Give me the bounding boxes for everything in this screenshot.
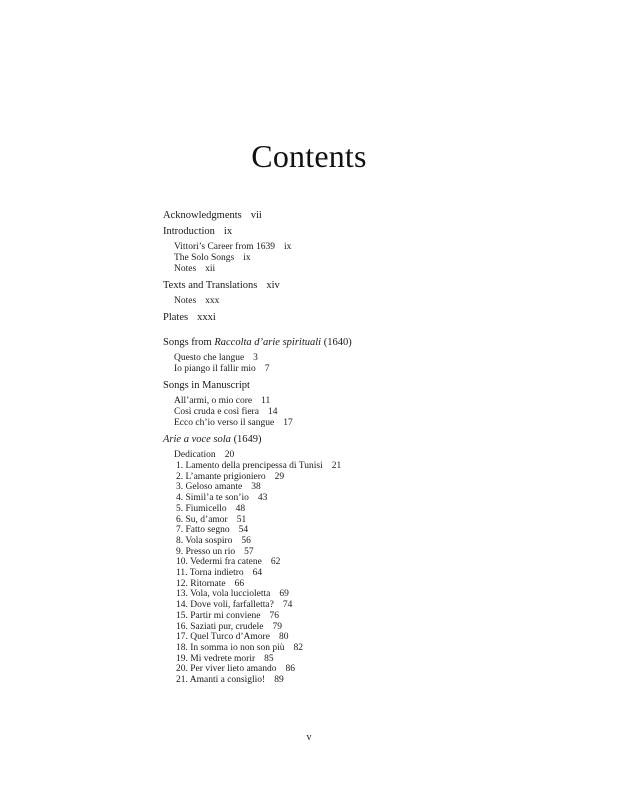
toc-entry-page: 64: [252, 568, 263, 579]
toc-entry-page: 62: [270, 557, 281, 568]
section-heading-label: Songs in Manuscript: [163, 380, 250, 391]
section-heading-italic-title: Raccolta d’arie spirituali: [214, 337, 322, 348]
toc-entry-label: Acknowledgments: [163, 210, 242, 221]
toc-subentry[interactable]: [163, 253, 563, 264]
toc-entry-page: 74: [282, 600, 293, 611]
toc-song-entry[interactable]: [163, 654, 563, 665]
toc-entry-label: Questo che langue: [174, 353, 245, 363]
toc-entry-label: Introduction: [163, 226, 215, 237]
raccolta-entries: [163, 353, 563, 375]
toc-song-entry[interactable]: [163, 482, 563, 493]
toc-song-entry[interactable]: [163, 568, 563, 579]
toc-entry-page: xxxi: [197, 312, 216, 323]
toc-entry-introduction[interactable]: [163, 224, 563, 240]
toc-entry-label: 1. Lamento della prencipessa di Tunisi: [176, 461, 323, 471]
section-heading-arie: [163, 432, 563, 448]
toc-entry-label: 7. Fatto segno: [176, 525, 230, 536]
toc-entry-page: 76: [269, 610, 279, 621]
manuscript-entries: [163, 396, 563, 429]
toc-subentry[interactable]: [163, 264, 563, 275]
toc-song-entry[interactable]: [163, 579, 563, 590]
toc-entry-page: 7: [264, 364, 270, 374]
toc-song-entry[interactable]: [163, 515, 563, 526]
toc-entry-label: Texts and Translations: [163, 280, 258, 291]
toc-entry-page: 11: [261, 396, 271, 406]
toc-subentry[interactable]: [163, 242, 563, 253]
toc-entry-page: 54: [238, 525, 249, 536]
toc-entry-label: The Solo Songs: [174, 253, 235, 263]
toc-entry-page: 48: [235, 503, 246, 514]
toc-entry-page: 3: [253, 353, 258, 363]
toc-entry-page: 17: [283, 418, 293, 428]
toc-entry-page: 79: [272, 621, 282, 632]
toc-entry-label: 2. L’amante prigioniero: [176, 471, 266, 482]
toc-song-entry[interactable]: [163, 675, 563, 686]
toc-song-entry[interactable]: [163, 461, 563, 472]
toc-entry-label: Dedication: [174, 450, 216, 460]
toc-subentry[interactable]: [163, 364, 563, 375]
introduction-subentries: [163, 242, 563, 275]
toc-entry-label: Notes: [174, 296, 197, 306]
toc-entry-label: 19. Mi vedrete morir: [176, 653, 256, 664]
toc-entry-label: 10. Vedermi fra catene: [176, 557, 262, 568]
toc-entry-page: 43: [257, 493, 268, 504]
toc-entry-label: Notes: [174, 264, 197, 274]
toc-subentry[interactable]: [163, 407, 563, 418]
toc-entry-label: 9. Presso un rio: [176, 546, 236, 557]
toc-entry-label: 13. Vola, vola luccioletta: [176, 589, 271, 600]
toc-entry-page: 38: [251, 482, 261, 493]
toc-song-entry[interactable]: [163, 547, 563, 558]
toc-entry-plates[interactable]: [163, 310, 563, 326]
toc-entry-label: 18. In somma io non son più: [176, 642, 285, 653]
toc-entry-label: Così cruda e così fiera: [174, 407, 259, 417]
toc-song-entry[interactable]: [163, 504, 563, 515]
toc-entry-page: vii: [250, 210, 262, 221]
arie-entries: [163, 450, 563, 686]
toc-entry-page: 56: [241, 535, 251, 546]
section-heading-suffix: (1649): [230, 434, 262, 445]
toc-entry-page: 29: [274, 471, 285, 482]
toc-entry-label: 21. Amanti a consiglio!: [176, 675, 266, 686]
section-heading-manuscript: [163, 378, 563, 394]
toc-entry-page: ix: [223, 226, 233, 237]
toc-song-entry[interactable]: [163, 557, 563, 568]
toc-entry-label: Io piango il fallir mio: [174, 364, 256, 374]
section-heading-italic-title: Arie a voce sola: [163, 434, 231, 445]
toc-entry-page: 66: [234, 578, 245, 589]
toc-entry-acknowledgments[interactable]: [163, 208, 563, 224]
toc-song-entry[interactable]: [163, 664, 563, 675]
toc-subentry[interactable]: [163, 418, 563, 429]
toc-entry-label: 4. Simil’a te son’io: [176, 493, 249, 504]
toc-entry-page: 20: [224, 450, 235, 460]
toc-song-entry[interactable]: [163, 632, 563, 643]
toc-entry-label: 20. Per viver lieto amando: [176, 664, 277, 675]
toc-subentry[interactable]: [163, 296, 563, 307]
toc-entry-page: 89: [274, 675, 284, 686]
section-heading-raccolta: [163, 335, 563, 351]
section-heading-prefix: Songs from: [163, 337, 215, 348]
toc-entry-label: 11. Torna indietro: [176, 568, 244, 579]
toc-song-entry[interactable]: [163, 611, 563, 622]
toc-entry-label: 17. Quel Turco d’Amore: [176, 632, 270, 643]
toc-song-entry[interactable]: [163, 525, 563, 536]
toc-song-entry[interactable]: [163, 493, 563, 504]
table-of-contents: [163, 208, 563, 686]
toc-entry-label: Plates: [163, 312, 189, 323]
toc-entry-label: 5. Fiumicello: [176, 503, 227, 514]
toc-entry-texts-and-translations[interactable]: [163, 278, 563, 294]
toc-subentry[interactable]: [163, 396, 563, 407]
toc-entry-page: xxx: [205, 296, 220, 306]
toc-song-entry[interactable]: [163, 536, 563, 547]
texts-subentries: [163, 296, 563, 307]
toc-entry-page: 14: [267, 407, 278, 417]
toc-entry-label: 3. Geloso amante: [176, 482, 243, 493]
toc-entry-page: 82: [293, 642, 303, 653]
toc-entry-page: 85: [264, 653, 274, 664]
toc-entry-label: 14. Dove voli, farfalletta?: [176, 600, 274, 611]
toc-entry-label: 16. Saziati pur, crudele: [176, 621, 264, 632]
toc-entry-label: 8. Vola sospiro: [176, 535, 233, 546]
arie-song-list: [163, 461, 563, 686]
toc-song-entry[interactable]: [163, 589, 563, 600]
toc-entry-page: 80: [278, 632, 289, 643]
page-number: v: [306, 732, 312, 743]
toc-song-entry[interactable]: [163, 643, 563, 654]
toc-entry-label: Vittori’s Career from 1639: [174, 242, 276, 252]
toc-entry-page: 21: [331, 461, 342, 471]
toc-entry-page: ix: [243, 253, 251, 263]
toc-entry-page: xiv: [266, 280, 280, 291]
toc-entry-label: Ecco ch’io verso il sangue: [174, 418, 275, 428]
toc-entry-page: 57: [244, 546, 254, 557]
toc-subentry[interactable]: [163, 353, 563, 364]
toc-entry-page: ix: [284, 242, 292, 252]
page-title: Contents: [251, 138, 367, 174]
toc-song-entry[interactable]: [163, 600, 563, 611]
toc-entry-label: 6. Su, d’amor: [176, 514, 228, 525]
toc-entry-page: 51: [236, 514, 247, 525]
toc-entry-page: 86: [285, 664, 296, 675]
toc-song-entry[interactable]: [163, 472, 563, 483]
toc-entry-page: xii: [205, 264, 216, 274]
toc-entry-label: 15. Partir mi conviene: [176, 610, 261, 621]
toc-song-entry[interactable]: [163, 622, 563, 633]
toc-entry-page: 69: [279, 589, 289, 600]
toc-entry-label: All’armi, o mio core: [174, 396, 253, 406]
toc-subentry-dedication[interactable]: [163, 450, 563, 461]
toc-entry-label: 12. Ritornate: [176, 578, 226, 589]
section-heading-suffix: (1640): [321, 337, 352, 348]
